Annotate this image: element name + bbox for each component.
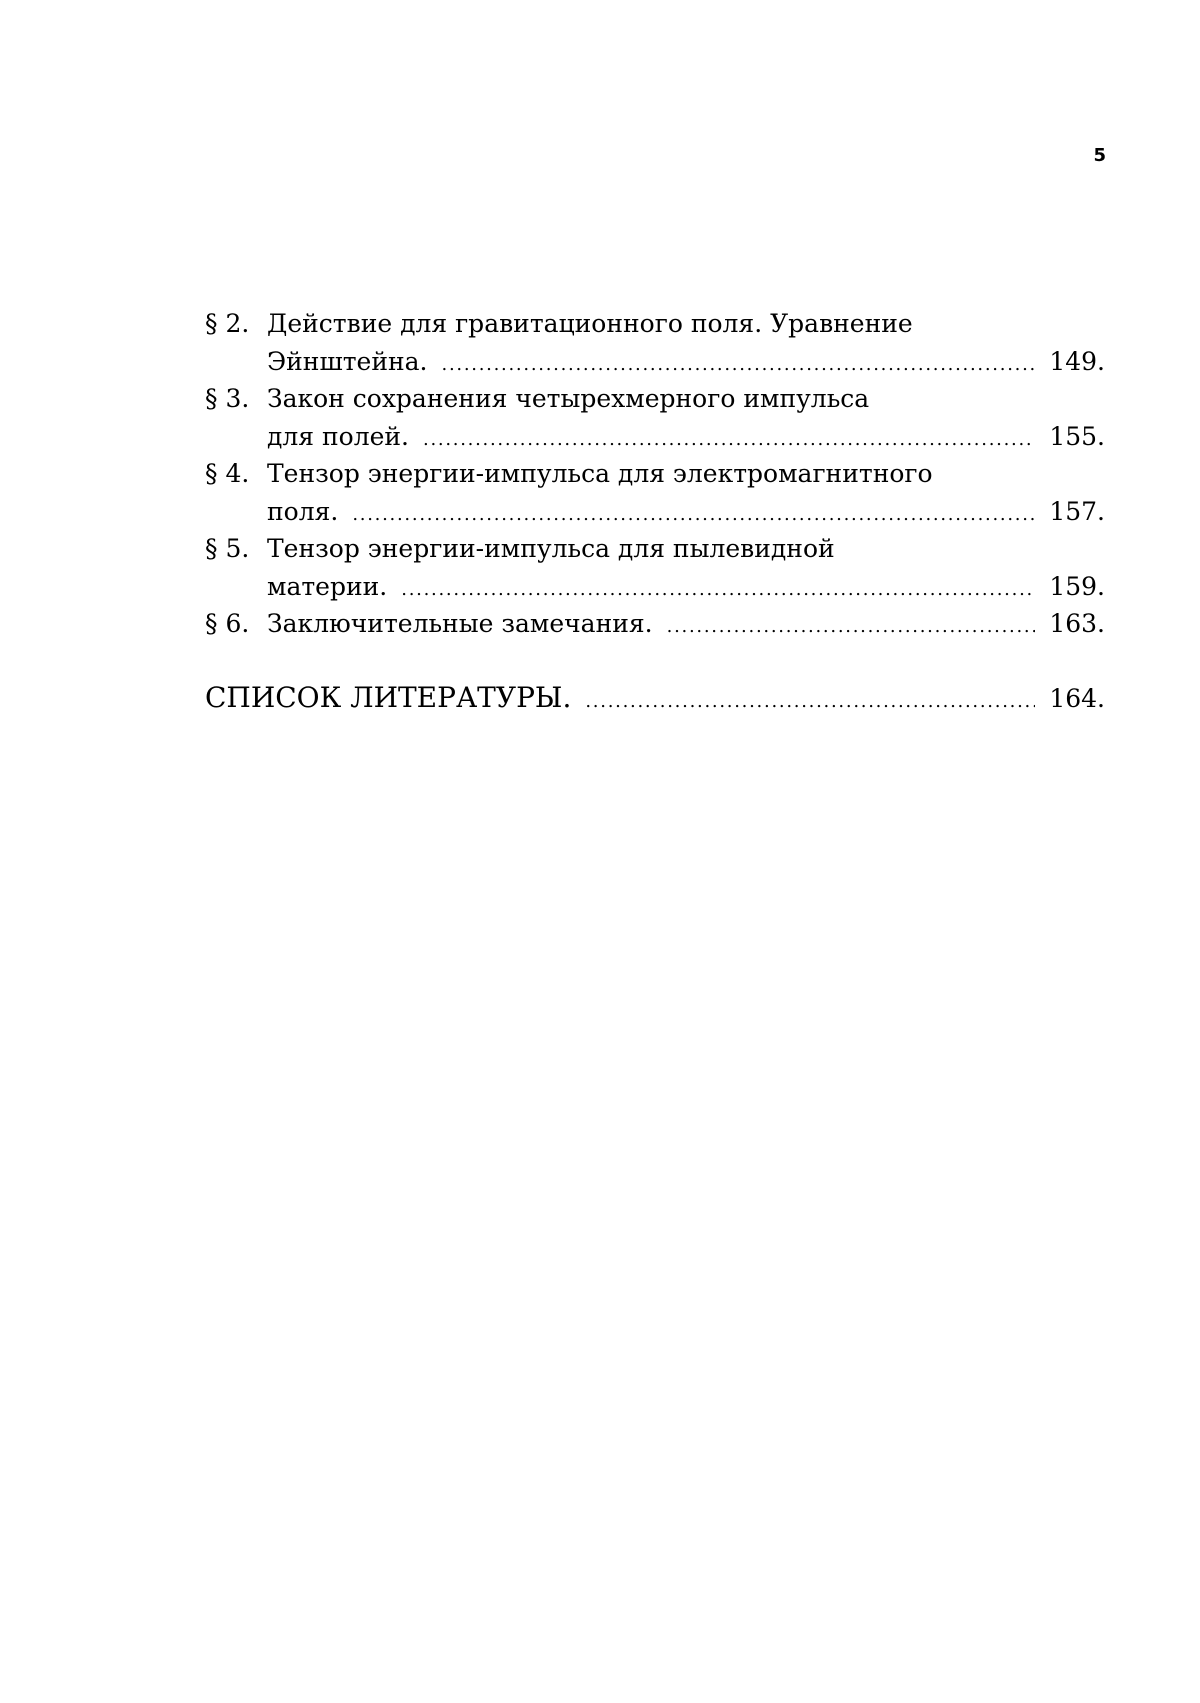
dot-leader xyxy=(667,618,1035,636)
toc-entry-first-line xyxy=(205,455,1105,493)
toc-entry-section-5[interactable] xyxy=(205,530,1105,605)
section-title-continuation: для полей. xyxy=(267,421,409,451)
toc-entry-line xyxy=(205,605,1105,643)
bibliography-title: СПИСОК ЛИТЕРАТУРЫ. xyxy=(205,680,572,714)
toc-entry-first-line xyxy=(205,530,1105,568)
toc-entry-line xyxy=(205,679,1105,718)
dot-leader xyxy=(442,356,1036,374)
section-number: § 3. xyxy=(205,384,250,413)
toc-entry-first-line xyxy=(205,305,1105,343)
table-of-contents xyxy=(205,305,1105,718)
dot-leader xyxy=(401,581,1035,599)
section-title: Действие для гравитационного поля. Уравнение xyxy=(267,309,913,338)
section-title-continuation: Эйнштейна. xyxy=(267,346,428,376)
page-reference: 149. xyxy=(1049,346,1105,376)
toc-entry-section-2[interactable] xyxy=(205,305,1105,380)
section-number: § 6. xyxy=(205,609,250,638)
toc-entry-first-line xyxy=(205,380,1105,418)
toc-entry-second-line xyxy=(205,568,1105,606)
section-title: Тензор энергии-импульса для пылевидной xyxy=(267,534,835,563)
toc-entry-second-line xyxy=(205,493,1105,531)
toc-entry-second-line xyxy=(205,418,1105,456)
toc-entry-section-4[interactable] xyxy=(205,455,1105,530)
dot-leader xyxy=(585,693,1035,711)
page-reference: 163. xyxy=(1049,609,1105,638)
page-reference: 157. xyxy=(1049,496,1105,526)
section-title: Закон сохранения четырехмерного импульса xyxy=(267,384,870,413)
page-number: 5 xyxy=(1093,145,1106,166)
dot-leader xyxy=(352,506,1035,524)
toc-entry-section-3[interactable] xyxy=(205,380,1105,455)
section-title-continuation: поля. xyxy=(267,496,339,526)
toc-entry-second-line xyxy=(205,343,1105,381)
toc-entry-section-6[interactable] xyxy=(205,605,1105,643)
section-title: Заключительные замечания. xyxy=(267,609,653,638)
section-title-continuation: материи. xyxy=(267,571,388,601)
toc-entry-bibliography[interactable] xyxy=(205,679,1105,718)
page-reference: 159. xyxy=(1049,571,1105,601)
page-reference: 155. xyxy=(1049,421,1105,451)
section-number: § 2. xyxy=(205,309,250,338)
section-number: § 4. xyxy=(205,459,250,488)
section-title: Тензор энергии-импульса для электромагнитного xyxy=(267,459,933,488)
dot-leader xyxy=(423,431,1035,449)
page-reference: 164. xyxy=(1049,683,1105,713)
section-number: § 5. xyxy=(205,534,250,563)
